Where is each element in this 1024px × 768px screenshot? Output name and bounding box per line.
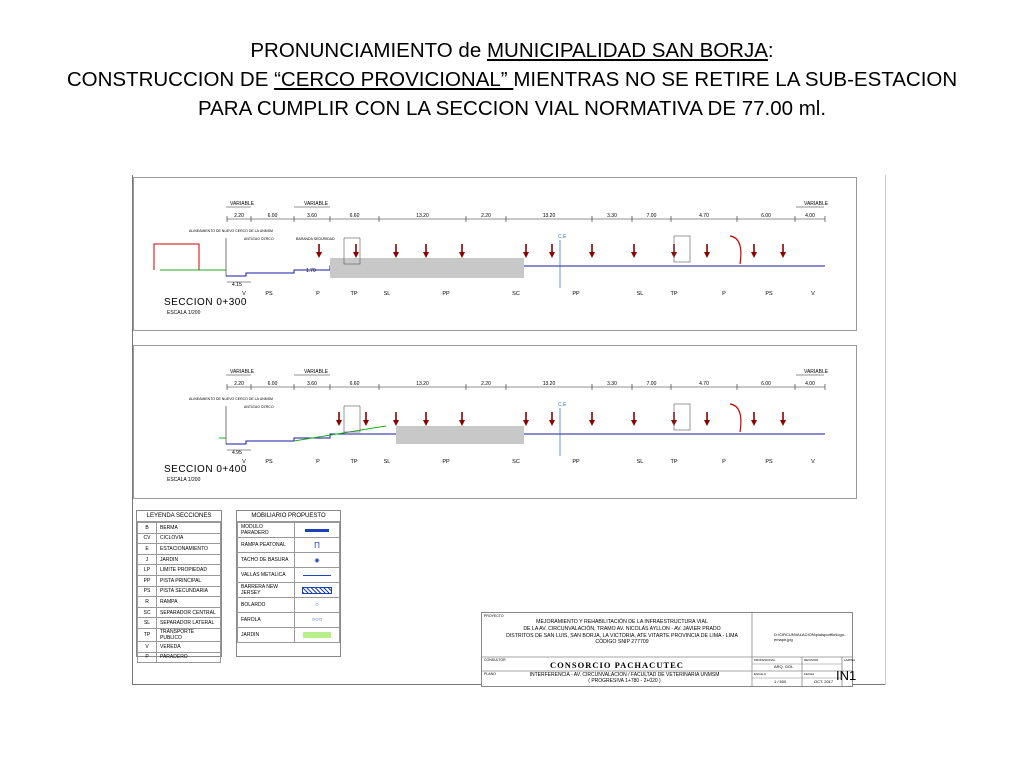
zone-label: V [811, 459, 815, 465]
dimension-label: 13.20 [416, 213, 429, 219]
furniture-label: RAMPA PEATONAL [238, 538, 295, 553]
legend-code: B [138, 523, 157, 534]
legend-desc: BERMA [157, 523, 221, 534]
legend-code: P [138, 652, 157, 663]
furniture-label: BARRERA NEW JERSEY [238, 583, 295, 598]
section-scale: ESCALA 1/200 [167, 477, 201, 483]
arrow-head [704, 252, 710, 258]
arrow-head [353, 252, 359, 258]
legend-desc: RAMPA [157, 597, 221, 608]
zone-label: V [242, 459, 246, 465]
arrow-head [780, 420, 786, 426]
fence-icon [295, 568, 340, 583]
furniture-row [238, 613, 340, 628]
dimension-label: 7.00 [646, 213, 657, 219]
dimension-label: 4.00 [805, 213, 815, 219]
arrow-head [393, 420, 399, 426]
lamina-label: LAMINA [844, 658, 856, 662]
variable-label: VARIABLE [304, 369, 329, 375]
lamina-code: IN1 [836, 668, 857, 683]
legend-desc: PARADERO [157, 652, 221, 663]
escala: 1 / 500 [774, 679, 787, 684]
right-fence-curve [730, 236, 741, 264]
proyecto-label: PROYECTO [484, 614, 504, 618]
dimension-label: 13.20 [542, 381, 556, 387]
arrow-head [459, 252, 465, 258]
dimension-label: 13.20 [542, 213, 556, 219]
legend-row [138, 618, 221, 629]
height-dim: 1.70 [306, 268, 316, 274]
drawing-sheet [132, 175, 886, 685]
profesional-label: PROFESIONAL [754, 658, 776, 662]
dimension-label: 3.30 [607, 381, 617, 387]
arrow-head [459, 420, 465, 426]
slide-header [0, 36, 1024, 123]
variable-label: VARIABLE [230, 369, 255, 375]
title-block [481, 612, 857, 687]
arrow-head [336, 420, 342, 426]
legend-code: E [138, 544, 157, 555]
furniture-row [238, 568, 340, 583]
zone-label: PP [442, 459, 450, 465]
furniture-label: VALLAS METALICA [238, 568, 295, 583]
zone-label: SL [636, 459, 644, 465]
legend-desc: PISTA PRINCIPAL [157, 575, 221, 586]
legend-code: R [138, 597, 157, 608]
zone-label: SL [636, 291, 644, 297]
arrow-head [393, 252, 399, 258]
legend-row [138, 565, 221, 576]
profesional: ARQ. GOL [774, 664, 794, 669]
header-line-2: CONSTRUCCION DE “CERCO PROVICIONAL” MIENTRAS NO SE RETIRE LA SUB-ESTACION [66, 68, 958, 91]
furniture-label: JARDIN [238, 628, 295, 643]
dimension-label: 2.20 [481, 213, 491, 219]
zone-label: PS [265, 291, 273, 297]
note-barrier: BARANDA SEGURIDAD [296, 237, 335, 241]
furniture-title: MOBILIARIO PROPUESTO [237, 511, 340, 522]
header-line-3: PARA CUMPLIR CON LA SECCION VIAL NORMATIVA DE 77.00 ml. [197, 97, 827, 120]
legend-row [138, 523, 221, 534]
dimension-label: 6.60 [349, 213, 360, 219]
zone-label: SL [383, 459, 391, 465]
substation-slab [396, 426, 524, 444]
arrow-head [589, 420, 595, 426]
legend-row [138, 641, 221, 652]
legend-code: V [138, 641, 157, 652]
furniture-table [237, 522, 340, 643]
cross-section-0400 [133, 345, 857, 499]
dimension-label: 6.00 [761, 213, 771, 219]
garden-icon [295, 628, 340, 643]
arrow-head [589, 252, 595, 258]
zone-label: TP [670, 459, 678, 465]
arrow-head [780, 252, 786, 258]
bin-icon: ◉ [295, 553, 340, 568]
zone-label: TP [350, 291, 358, 297]
furniture-row [238, 598, 340, 613]
zone-label: V [242, 291, 246, 297]
variable-label: VARIABLE [804, 201, 829, 207]
legend-desc: VEREDA [157, 641, 221, 652]
zone-label: SL [383, 291, 391, 297]
dimension-label: 6.00 [267, 213, 278, 219]
bus-icon [344, 406, 360, 432]
furniture-row [238, 523, 340, 538]
lamp-icon: ○○○ [295, 613, 340, 628]
furniture-row [238, 583, 340, 598]
dimension-label: 2.20 [234, 213, 244, 219]
legend-code: CV [138, 533, 157, 544]
road-surface [226, 266, 825, 276]
note-new-fence: ALINEAMIENTO DE NUEVO CERCO DE LA UNMSM [189, 397, 273, 401]
legend-code: SC [138, 607, 157, 618]
consultor-name: CONSORCIO PACHACUTEC [550, 660, 684, 670]
zone-label: P [722, 459, 726, 465]
variable-label: VARIABLE [230, 201, 255, 207]
legend-desc: ESTACIONAMIENTO [157, 544, 221, 555]
module-icon [295, 523, 340, 538]
legend-row [138, 628, 221, 641]
escala-label: ESCALA [754, 672, 766, 676]
arrow-head [549, 420, 555, 426]
dimension-label: 2.20 [481, 381, 491, 387]
sub-dimension: 4.95 [232, 450, 242, 456]
arrow-head [751, 252, 757, 258]
dimension-label: 3.30 [607, 213, 617, 219]
legend-desc: SEPARADOR CENTRAL [157, 607, 221, 618]
sub-dimension: 4.15 [232, 282, 242, 288]
arrow-head [704, 420, 710, 426]
fence-outline [154, 244, 199, 270]
legend-row [138, 533, 221, 544]
variable-label: VARIABLE [804, 369, 829, 375]
furniture-legend [236, 510, 341, 657]
zone-label: V [811, 291, 815, 297]
arrow-head [363, 420, 369, 426]
dimension-label: 13.20 [416, 381, 429, 387]
substation-slab [330, 258, 524, 278]
dimension-label: 3.60 [307, 213, 317, 219]
dimension-label: 6.00 [267, 381, 278, 387]
arrow-head [423, 252, 429, 258]
dimension-label: 7.00 [646, 381, 657, 387]
dimension-label: 6.00 [761, 381, 771, 387]
zone-label: P [316, 459, 320, 465]
legend-row [138, 597, 221, 608]
section-title: SECCION 0+300 [164, 297, 247, 308]
furniture-row [238, 538, 340, 553]
file-path: D:\CIRCUNVALACION\plotsportfio\logo-emape.jpg [774, 632, 846, 642]
zone-label: PP [442, 291, 450, 297]
zone-label: PS [765, 459, 773, 465]
right-fence-curve [730, 404, 741, 432]
legend-desc: TRANSPORTE PUBLICO [157, 628, 221, 641]
bus-icon [674, 236, 690, 262]
zone-label: PS [765, 291, 773, 297]
zone-label: P [722, 291, 726, 297]
furniture-row [238, 553, 340, 568]
section-title: SECCION 0+400 [164, 464, 247, 475]
arrow-head [751, 420, 757, 426]
road-surface [226, 434, 825, 444]
legend-code: TP [138, 628, 157, 641]
dimension-label: 6.60 [349, 381, 360, 387]
dimension-label: 4.70 [699, 213, 709, 219]
legend-desc: SEPARADOR LATERAL [157, 618, 221, 629]
zone-label: PP [572, 291, 580, 297]
dimension-label: 4.70 [699, 381, 709, 387]
legend-row [138, 554, 221, 565]
legend-title: LEYENDA SECCIONES [137, 511, 221, 522]
arrow-head [523, 252, 529, 258]
zone-label: P [316, 291, 320, 297]
fecha-label: FECHA [804, 672, 815, 676]
proyecto-text: MEJORAMIENTO Y REHABILITACIÓN DE LA INFRAESTRUCTURA VIAL DE LA AV. CIRCUNVALACIÓN, TRAMO AV. NICOLÁS AYLLON - AV. JAVIER PRADO DISTRITOS DE SAN LUIS, SAN BORJA, LA VICTORIA, ATE VITARTE PROVINCIA DE LIMA - LIMA CÓDIGO SNIP 277709 [506, 619, 738, 646]
arrow-head [631, 252, 637, 258]
section-scale: ESCALA 1/200 [167, 310, 201, 316]
consultor-label: CONSULTOR [484, 658, 506, 662]
note-old-fence: ANTIGUO CERCO [244, 405, 274, 409]
bollard-icon: ○ [295, 598, 340, 613]
note-new-fence: ALINEAMIENTO DE NUEVO CERCO DE LA UNMSM [189, 229, 273, 233]
arrow-head [316, 252, 322, 258]
legend-sections [136, 510, 222, 661]
zone-label: PS [265, 459, 273, 465]
variable-label: VARIABLE [304, 201, 329, 207]
furniture-label: FAROLA [238, 613, 295, 628]
furniture-label: TACHO DE BASURA [238, 553, 295, 568]
header-line-1: PRONUNCIAMIENTO de MUNICIPALIDAD SAN BORJA: [250, 39, 774, 62]
legend-row [138, 607, 221, 618]
legend-row [138, 544, 221, 555]
zone-label: SC [512, 291, 520, 297]
arrow-head [631, 420, 637, 426]
arrow-head [423, 420, 429, 426]
legend-row [138, 586, 221, 597]
plano-label: PLANO [484, 672, 496, 676]
zone-label: SC [512, 459, 520, 465]
zone-label: PP [572, 459, 580, 465]
dimension-label: 4.00 [805, 381, 815, 387]
legend-row [138, 652, 221, 663]
legend-table [137, 522, 221, 663]
legend-code: PS [138, 586, 157, 597]
dimension-label: 2.20 [234, 381, 244, 387]
legend-code: PP [138, 575, 157, 586]
arrow-head [549, 252, 555, 258]
legend-code: J [138, 554, 157, 565]
bus-icon [674, 404, 690, 430]
arrow-head [523, 420, 529, 426]
furniture-row [238, 628, 340, 643]
axis-label: C.E [558, 402, 567, 408]
legend-desc: PISTA SECUNDARIA [157, 586, 221, 597]
legend-code: LP [138, 565, 157, 576]
legend-desc: LIMITE PROPIEDAD [157, 565, 221, 576]
fecha: OCT. 2017 [814, 679, 834, 684]
furniture-label: BOLARDO [238, 598, 295, 613]
legend-row [138, 575, 221, 586]
section-drawing [134, 346, 856, 498]
legend-desc: CICLOVIA [157, 533, 221, 544]
revision-label: REVISION [804, 658, 819, 662]
furniture-label: MODULO PARADERO [238, 523, 295, 538]
legend-code: SL [138, 618, 157, 629]
zone-label: TP [670, 291, 678, 297]
jersey-icon [295, 583, 340, 598]
plano-text: INTERFERENCIA - AV. CIRCUNVALACION / FACULTAD DE VETERINARIA UNMSM ( PROGRESIVA 1+780 - 2+020 ) [529, 672, 720, 684]
legend-desc: JARDIN [157, 554, 221, 565]
cross-section-0300 [133, 177, 857, 331]
zone-label: TP [350, 459, 358, 465]
ramp-icon: Π [295, 538, 340, 553]
note-old-fence: ANTIGUO CERCO [244, 237, 274, 241]
dimension-label: 3.60 [307, 381, 317, 387]
axis-label: C.E [558, 234, 567, 240]
